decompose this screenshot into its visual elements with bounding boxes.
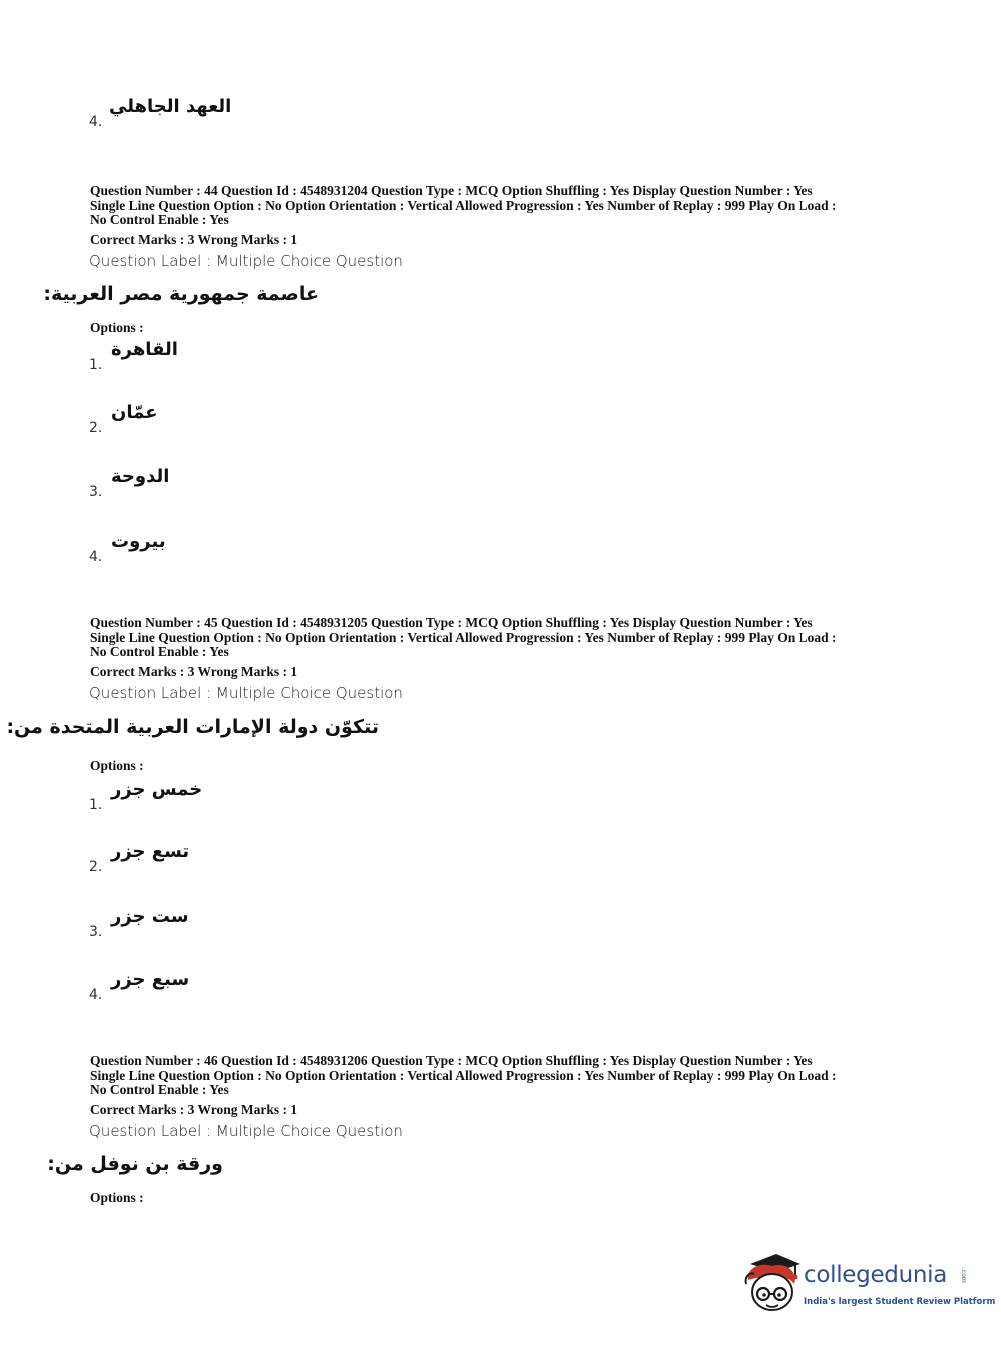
question-44-option-3[interactable] [89,466,289,500]
option-text: عمّان [111,402,158,423]
logo-domain-suffix: .com [960,1268,967,1283]
question-44-options-heading: Options : [90,320,144,335]
question-45-option-4[interactable] [89,969,289,1003]
option-text: بيروت [111,531,166,552]
question-44-option-4[interactable] [89,531,289,565]
option-number: 1. [89,797,103,813]
option-text: خمس جزر [111,779,203,800]
meta-line: No Control Enable : Yes [90,644,229,660]
option-number: 4. [89,987,103,1003]
question-44-option-1[interactable] [89,339,289,373]
meta-line: Question Number : 46 Question Id : 4548931206 Question Type : MCQ Option Shuffling : Yes Display Question Number : Yes [90,1053,813,1068]
question-46-meta [90,1054,920,1098]
question-45-option-3[interactable] [89,906,289,940]
meta-line: Question Number : 44 Question Id : 4548931204 Question Type : MCQ Option Shuffling : Yes Display Question Number : Yes [90,183,813,198]
option-text: الدوحة [111,466,170,487]
option-number: 4. [89,549,103,565]
question-46-text: ورقة بن نوفل من: [47,1153,223,1175]
question-44-option-2[interactable] [89,402,289,436]
option-4-previous-question[interactable] [89,96,289,130]
question-46-options-heading: Options : [90,1190,144,1205]
logo-wordmark: collegedunia [804,1262,948,1288]
meta-line: Single Line Question Option : No Option Orientation : Vertical Allowed Progression : Yes Number of Replay : 999 Play On Load : [90,1067,837,1083]
option-text: العهد الجاهلي [109,96,232,117]
question-44-meta [90,184,920,228]
meta-line: Single Line Question Option : No Option Orientation : Vertical Allowed Progression : Yes Number of Replay : 999 Play On Load : [90,629,837,645]
logo-tagline: India's largest Student Review Platform [804,1297,996,1307]
meta-line: No Control Enable : Yes [90,1082,229,1098]
option-number: 2. [89,859,103,875]
option-number: 1. [89,357,103,373]
question-44-marks: Correct Marks : 3 Wrong Marks : 1 [90,232,298,247]
option-text: ست جزر [111,906,189,927]
question-45-marks: Correct Marks : 3 Wrong Marks : 1 [90,664,298,679]
mascot-icon [742,1250,804,1316]
question-44-text: عاصمة جمهورية مصر العربية: [43,283,319,305]
option-text: تسع جزر [111,841,190,862]
question-45-option-2[interactable] [89,841,289,875]
option-text: القاهرة [111,339,178,360]
question-45-meta [90,616,920,660]
collegedunia-logo[interactable] [742,1250,996,1320]
question-45-options-heading: Options : [90,758,144,773]
meta-line: Question Number : 45 Question Id : 4548931205 Question Type : MCQ Option Shuffling : Yes Display Question Number : Yes [90,615,813,630]
option-number: 2. [89,420,103,436]
question-45-text: تتكوّن دولة الإمارات العربية المتحدة من: [6,716,379,738]
option-number: 3. [89,484,103,500]
option-number: 3. [89,924,103,940]
question-46-label: Question Label : Multiple Choice Question [89,1122,403,1140]
question-45-label: Question Label : Multiple Choice Question [89,684,403,702]
option-text: سبع جزر [111,969,190,990]
question-45-option-1[interactable] [89,779,289,813]
meta-line: No Control Enable : Yes [90,212,229,228]
question-44-label: Question Label : Multiple Choice Question [89,252,403,270]
question-46-marks: Correct Marks : 3 Wrong Marks : 1 [90,1102,298,1117]
option-number: 4. [89,114,103,130]
meta-line: Single Line Question Option : No Option Orientation : Vertical Allowed Progression : Yes Number of Replay : 999 Play On Load : [90,197,837,213]
